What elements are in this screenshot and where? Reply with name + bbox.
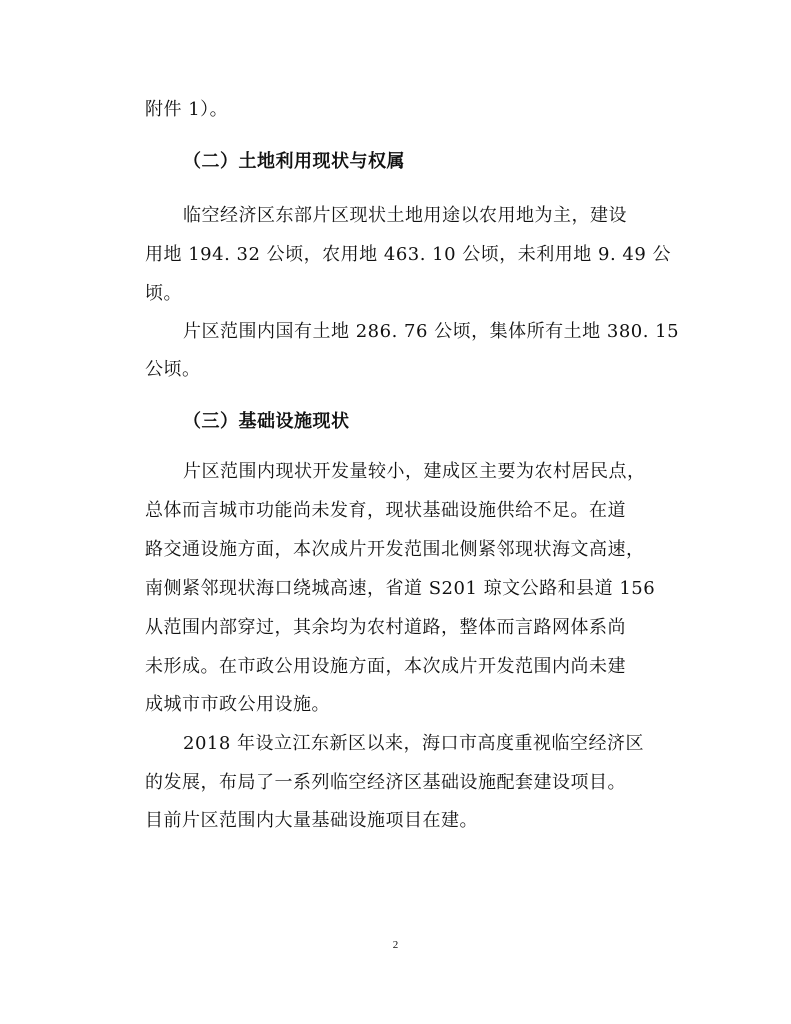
paragraph-line: 片区范围内国有土地 286. 76 公顷，集体所有土地 380. 15 (183, 321, 680, 342)
paragraph-line: 用地 194. 32 公顷，农用地 463. 10 公顷，未利用地 9. 49 公 (145, 244, 672, 265)
paragraph-line: 的发展，布局了一系列临空经济区基础设施配套建设项目。 (145, 772, 626, 793)
paragraph-line: 从范围内部穿过，其余均为农村道路，整体而言路网体系尚 (145, 617, 626, 638)
page-number: 2 (392, 939, 399, 951)
paragraph-line: 顷。 (145, 283, 182, 304)
paragraph-line: 目前片区范围内大量基础设施项目在建。 (145, 810, 478, 831)
section-3-heading: （三）基础设施现状 (183, 411, 350, 432)
paragraph-line: 成城市市政公用设施。 (145, 694, 330, 715)
paragraph-line: 总体而言城市功能尚未发育，现状基础设施供给不足。在道 (145, 500, 626, 521)
paragraph-line: 临空经济区东部片区现状土地用途以农用地为主，建设 (183, 205, 627, 226)
section-2-heading: （二）土地利用现状与权属 (183, 151, 405, 172)
paragraph-line: 2018 年设立江东新区以来，海口市高度重视临空经济区 (183, 733, 645, 754)
paragraph-line: 未形成。在市政公用设施方面，本次成片开发范围内尚未建 (145, 656, 626, 677)
intro-fragment: 附件 1）。 (145, 99, 229, 120)
paragraph-line: 片区范围内现状开发量较小，建成区主要为农村居民点， (183, 461, 646, 482)
paragraph-line: 公顷。 (145, 359, 201, 380)
paragraph-line: 南侧紧邻现状海口绕城高速，省道 S201 琼文公路和县道 156 (145, 578, 656, 599)
paragraph-line: 路交通设施方面，本次成片开发范围北侧紧邻现状海文高速， (145, 539, 645, 560)
